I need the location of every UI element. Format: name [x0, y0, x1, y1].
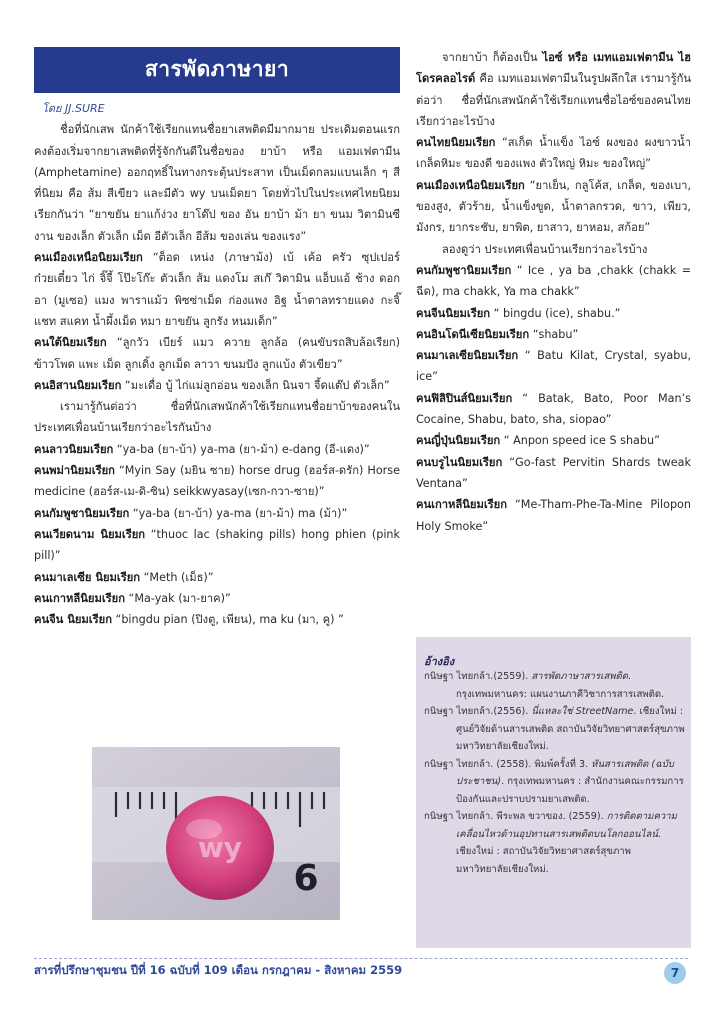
korea-text: “Ma-yak (มา-ยาค)”	[128, 591, 231, 605]
korea-label: คนเกาหลีนิยมเรียก	[34, 591, 125, 605]
isan-paragraph	[34, 375, 400, 396]
ice-brunei-label: คนบรูไนนิยมเรียก	[416, 455, 503, 469]
south-text: “ลูกวัว เบียร์ แมว ควาย ลูกล้อ (คนขับรถสิบล้อเรียก) ข้าวโพด แพะ เม็ด ลูกเดิ้ง ลูกเม็ด ลาวา ขนมปัง ลูกแบ้ง ตัวเขียว”	[34, 336, 400, 371]
ice-philippines-paragraph	[416, 388, 691, 431]
ice-japan-label: คนญี่ปุ่นนิยมเรียก	[416, 434, 501, 448]
title-banner	[34, 47, 400, 93]
reference-publisher: . กรุงเทพมหานคร: แผนงานภาคีวิชาการสารเสพติด.	[456, 671, 665, 700]
ice-china-text: “ bingdu (ice), shabu.”	[493, 306, 621, 320]
ice-intro-post: คือ เมทแอมเฟตามีนในรูปผลึกใส เรามารู้กันต่อว่า ชื่อที่นักเสพนักค้าใช้เรียกแทนชื่อไอซ์ของคนไทย เรียกว่าอะไรบ้าง	[416, 72, 691, 128]
thai-paragraph	[416, 132, 691, 175]
ice-north-paragraph	[416, 175, 691, 239]
myanmar-label: คนพม่านิยมเรียก	[34, 464, 115, 478]
thai-label: คนไทยนิยมเรียก	[416, 136, 496, 150]
laos-text: “ya-ba (ยา-บ้า) ya-ma (ยา-ม้า) e-dang (อี-แดง)”	[116, 442, 370, 456]
south-label: คนใต้นิยมเรียก	[34, 336, 107, 350]
cambodia-paragraph	[34, 503, 400, 524]
isan-text: “มะเดื่อ บู้ ไก่แม่ลูกอ่อน ของเล็ก นินจา จี้ดแต๊ป ตัวเล็ก”	[124, 378, 390, 392]
china-label: คนจีน นิยมเรียก	[34, 613, 112, 627]
reference-title: หันสารเสพติด (ฉบับประชาชน)	[456, 758, 674, 787]
ice-china-label: คนจีนนิยมเรียก	[416, 306, 491, 320]
north-text: “ต็อด เหน่ง (ภาษาม้ง) เบ้ เค้อ ครัว ซุปเปอร์ ก๋วยเตี๋ยว ไก่ จิ๊จี้ โป๊ะโก๊ะ ตัวเล็ก ส้ม แดงโม สเก๊ วิตามิน แอ็บแอ้ ช้าง ดอก อา (มูเซอ) แมง พาราแม้ว พิซซ่าเม็ด ก่องแพง อิฐ น้ำตาลทรายแดง กะจิ๊ แชท สแคท น้ำผึ้งเม็ด หมา ยาขยัน ลูกรัง หนมเด็ก”	[34, 251, 400, 328]
thai-text: “สเก็ต น้ำแข็ง ไอซ์ ผงของ ผงขาวน้ำ เกล็ดหิมะ ของดี ของแพง ตัวใหญ่ หิมะ ของใหญ่”	[416, 136, 691, 171]
ice-intro-pre: จากยาบ้า ก็ต้องเป็น	[442, 51, 538, 64]
page-number-badge: 7	[664, 962, 686, 984]
reference-author: กนิษฐา ไทยกล้า. (2558). พิมพ์ครั้งที่ 3.	[424, 758, 592, 770]
china-paragraph	[34, 609, 400, 630]
malaysia-paragraph	[34, 567, 400, 588]
reference-item	[424, 808, 686, 878]
ruler-number: 6	[293, 858, 319, 899]
reference-publisher: . เชียงใหม่ : สถาบันวิจัยวิทยาศาสตร์สุขภาพ มหาวิทยาลัยเชียงใหม่.	[456, 828, 661, 875]
cambodia-label: คนกัมพูชานิยมเรียก	[34, 506, 130, 520]
intro-paragraph: ชื่อที่นักเสพ นักค้าใช้เรียกแทนชื่อยาเสพติดมีมากมาย ประเดิมตอนแรกคงต้องเริ่มจากยาเสพติดที่รู้จักกันดีในชื่อของ ยาบ้า หรือ แอมเฟตามีน (Amphetamine) ออกฤทธิ์ในทางกระตุ้นประสาท เป็นเม็ดกลมแบนเล็ก ๆ สีที่นิยม คือ ส้ม สีเขียว และมีตัว wy บนเม็ดยา โดยทั่วไปในประเทศไทยนิยมเรียกกันว่า “ยาขยัน ยาแก้ง่วง ยาโด๊ป ของ อัน ยาบ้า ม้า ยา ขนม วิตามินซี งาน ของเล็ก ตัวเล็ก เม็ด อีตัวเล็ก อีส้ม ของเล่น ของแรง”	[34, 123, 400, 243]
footer-divider	[34, 958, 688, 959]
ice-north-label: คนเมืองเหนือนิยมเรียก	[416, 178, 525, 192]
pill-imprint: wy	[197, 831, 243, 864]
reference-item	[424, 756, 686, 809]
footer-publication: สารที่ปรึกษาชุมชน ปีที่ 16 ฉบับที่ 109 เดือน กรกฎาคม - สิงหาคม 2559	[34, 963, 403, 977]
ice-north-text: “ยาเย็น, กลูโค้ส, เกล็ด, ของเบา, ของสูง, ตัวร้าย, น้ำแข็งขูด, น้ำตาลกรวด, ขาว, เพียว, มังกร, ยากระชับ, ยาพิต, ยาสาว, ยาหอม, สก้อย”	[416, 178, 692, 235]
neighbors-intro: เรามารู้กันต่อว่า ชื่อที่นักเสพนักค้าใช้เรียกแทนชื่อยาบ้าของคนในประเทศเพื่อนบ้านเรียกว่าอะไรกันบ้าง	[34, 400, 400, 435]
vietnam-label: คนเวียดนาม นิยมเรียก	[34, 527, 146, 541]
north-label: คนเมืองเหนือนิยมเรียก	[34, 251, 143, 265]
ice-cambodia-text: “ Ice , ya ba ,chakk (chakk = ฉีด), ma chakk, Ya ma chakk”	[416, 263, 691, 299]
reference-title: สารพัดภาษาสารเสพติด	[531, 671, 629, 682]
isan-label: คนอิสานนิยมเรียก	[34, 378, 122, 392]
ice-philippines-label: คนฟิลิปินส์นิยมเรียก	[416, 391, 513, 405]
malaysia-text: “Meth (เม็ธ)”	[143, 570, 214, 584]
reference-author: กนิษฐา ไทยกล้า. พีระพล ขวาของ. (2559).	[424, 811, 607, 822]
ice-intro	[416, 47, 691, 132]
ice-korea-label: คนเกาหลีนิยมเรียก	[416, 498, 507, 512]
reference-title: นี่แหละใช่ StreetName	[531, 706, 634, 717]
reference-publisher: . เชียงใหม่ : ศูนย์วิจัยด้านสารเสพติด สถาบันวิจัยวิทยาศาสตร์สุขภาพ มหาวิทยาลัยเชียงใหม่.	[456, 706, 685, 752]
myanmar-text: “Myin Say (มยิน ซาย) horse drug (ฮอร์ส-ดรัก) Horse medicine (ฮอร์ส-เม-ดิ-ซิน) seikkwyasay(เซก-กวา-ซาย)”	[34, 464, 400, 499]
korea-paragraph	[34, 588, 400, 609]
china-text: “bingdu pian (ปิงตู, เพียน), ma ku (มา, คู) ”	[115, 613, 344, 627]
reference-item	[424, 703, 686, 756]
ice-indonesia-paragraph	[416, 324, 691, 345]
ice-brunei-text: “Go-fast Pervitin Shards tweak Ventana”	[416, 455, 692, 490]
north-paragraph	[34, 247, 400, 332]
left-column	[34, 47, 400, 630]
byline: โดย JJ.SURE	[42, 102, 105, 115]
ice-cambodia-paragraph	[416, 260, 691, 303]
ice-japan-text: “ Anpon speed ice S shabu”	[503, 434, 660, 448]
reference-title: การติดตามความเคลื่อนไหวด้านอุปทานสารเสพติดบนโลกออนไลน์	[456, 811, 677, 840]
ice-japan-paragraph	[416, 430, 691, 451]
article-title: สารพัดภาษายา	[144, 57, 290, 82]
pill-photo	[92, 747, 340, 920]
ice-philippines-text: “ Batak, Bato, Poor Man’s Cocaine, Shabu, bato, sha, siopao”	[416, 391, 691, 427]
pill-photo-illustration	[92, 747, 340, 920]
ice-china-paragraph	[416, 303, 691, 324]
ice-malaysia-label: คนมาเลเซียนิยมเรียก	[416, 349, 519, 363]
ice-indonesia-text: “shabu”	[532, 327, 579, 341]
ice-intro-bold: ไอซ์ หรือ เมทแอมเฟตามีน ไฮโดรคลอไรด์	[416, 51, 691, 86]
ice-korea-paragraph	[416, 494, 691, 537]
south-paragraph	[34, 332, 400, 375]
malaysia-label: คนมาเลเซีย นิยมเรียก	[34, 570, 141, 584]
vietnam-paragraph	[34, 524, 400, 567]
ice-cambodia-label: คนกัมพูชานิยมเรียก	[416, 263, 512, 277]
reference-author: กนิษฐา ไทยกล้า.(2556).	[424, 706, 532, 717]
cambodia-text: “ya-ba (ยา-บ้า) ya-ma (ยา-ม้า) ma (ม้า)”	[132, 506, 348, 520]
ice-neighbors-intro: ลองดูว่า ประเทศเพื่อนบ้านเรียกว่าอะไรบ้าง	[442, 242, 648, 256]
ice-malaysia-text: “ Batu Kilat, Crystal, syabu, ice”	[416, 349, 692, 384]
reference-publisher: . กรุงเทพมหานคร : สำนักงานคณะกรรมการป้องกันและปราบปรามยาเสพติด.	[456, 776, 684, 805]
ice-brunei-paragraph	[416, 452, 691, 495]
ice-indonesia-label: คนอินโดนีเซียนิยมเรียก	[416, 327, 530, 341]
references-list	[424, 668, 686, 878]
ice-korea-text: “Me-Tham-Phe-Ta-Mine Pilopon Holy Smoke”	[416, 498, 691, 533]
laos-paragraph	[34, 439, 400, 460]
myanmar-paragraph	[34, 460, 400, 503]
vietnam-text: “thuoc lac (shaking pills) hong phien (pink pill)”	[34, 527, 400, 563]
reference-item	[424, 668, 686, 703]
references-heading: อ้างอิง	[424, 655, 455, 668]
laos-label: คนลาวนิยมเรียก	[34, 442, 114, 456]
right-column	[416, 47, 691, 537]
reference-author: กนิษฐา ไทยกล้า.(2559).	[424, 671, 532, 682]
ice-malaysia-paragraph	[416, 345, 691, 388]
